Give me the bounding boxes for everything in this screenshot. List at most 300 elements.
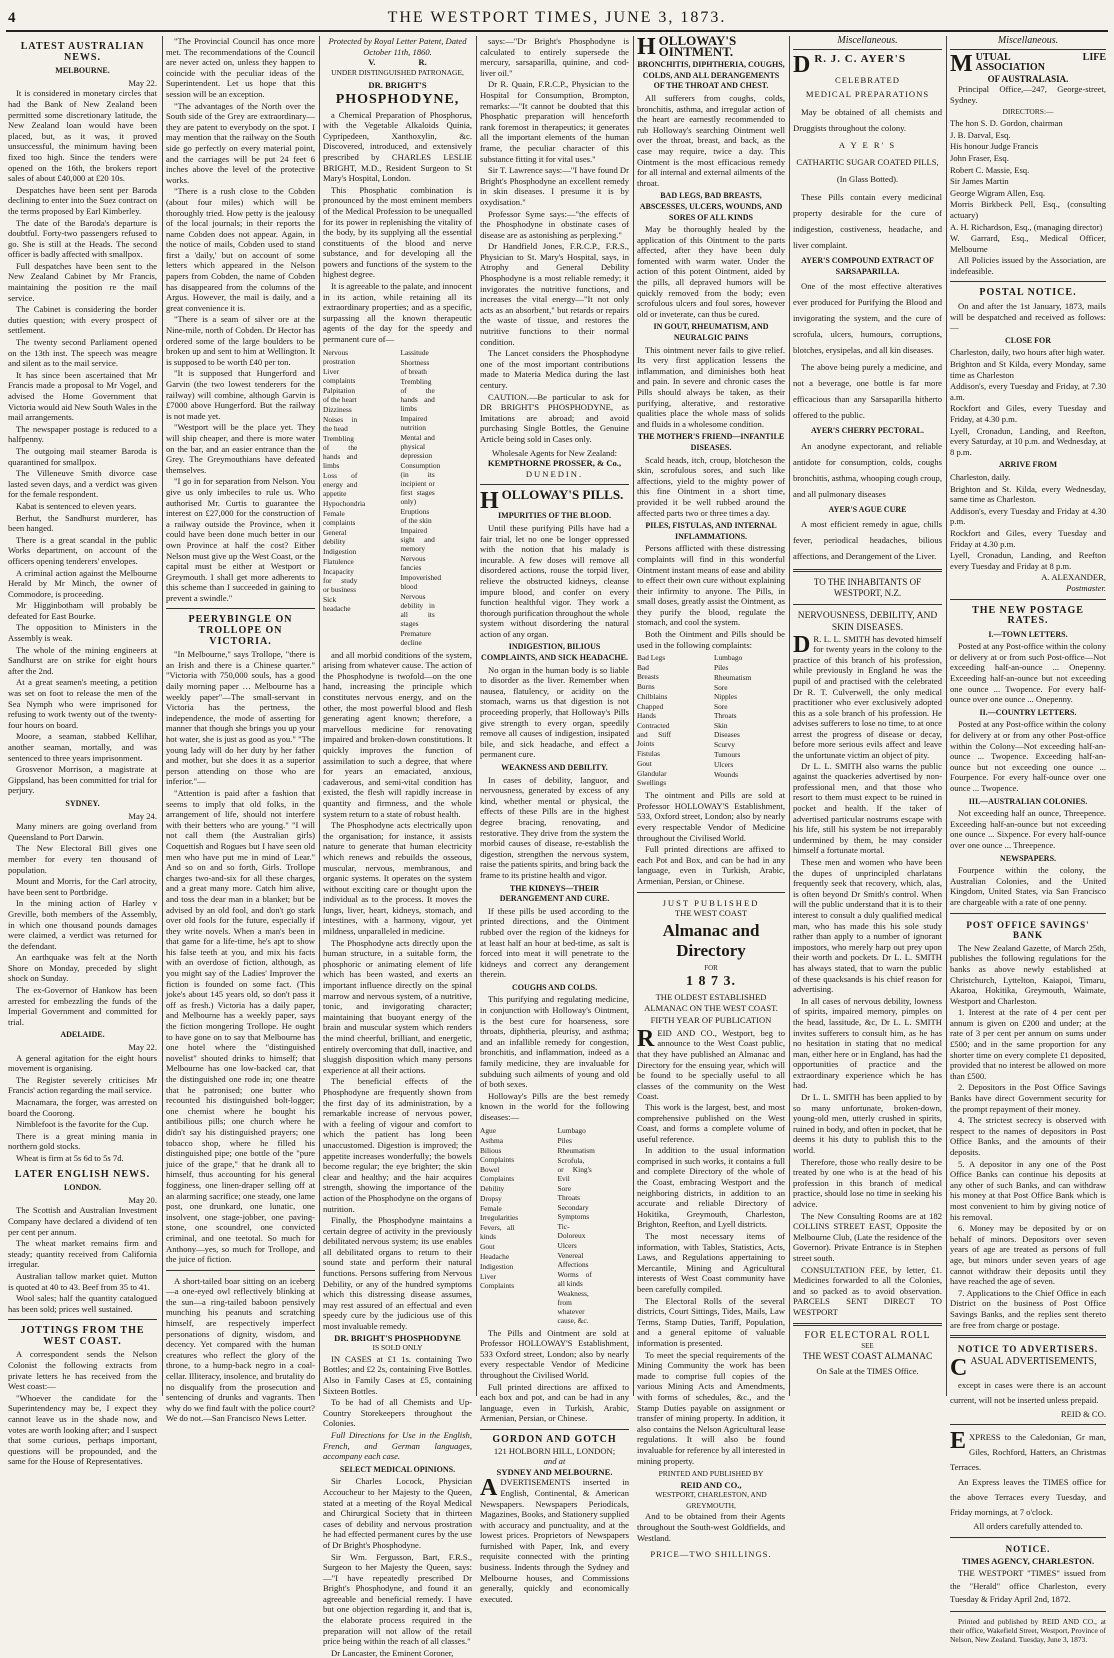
ad-paragraph: One of the most effective alteratives ever produced for Purifying the Blood and invigorating the system, and the cure of scrofula, ulcers, humours, corruptions, blotches, erysipelas, and all kin diseases.: [793, 281, 942, 356]
ad-paragraph: Dr L. L. SMITH also warns the public against the quackeries advertised by non-professional men, and that those who resort to them must expect to be ruined in pocket and health. If the taker of advertised particular nostrums escape with his life, still his system be not irreparably undermined by them, he may consider himself a fortunate mortal.: [793, 760, 942, 856]
conditions-right: [400, 347, 472, 648]
list-item: Debility: [480, 1183, 505, 1193]
list-item: Fevers, all kinds: [480, 1222, 515, 1241]
ad-paragraph: To meet the special requirements of the Mining Community the work has been made to comprise full copies of the various Mining Acts and Amendments, with forms of schedules, &c., and the Stamp Duties payable on assignment or transfer of mining property. In addition, it also contains the Nelson Agricultural lease regulations. It will also be found invaluable for reference by all interested in mining property.: [637, 1349, 785, 1466]
list-item: Secondary Symptoms: [557, 1202, 590, 1221]
list-item: Nervous prostration: [323, 347, 356, 366]
ad-subtitle: IN GOUT, RHEUMATISM, AND NEURALGIC PAINS: [653, 322, 769, 343]
vr-crest: V. R.: [368, 57, 427, 68]
ad-title: TIMES AGENCY, CHARLESTON.: [961, 1556, 1095, 1567]
ad-address: 121 HOLBORN HILL, LONDON;: [493, 1445, 616, 1456]
list-item: George Wigram Allen, Esq.: [950, 187, 1046, 198]
list-item: His honour Judge Francis: [950, 141, 1039, 152]
list-item: Lassitude: [400, 347, 429, 357]
section-heading: POSTAL NOTICE.: [979, 287, 1077, 299]
news-paragraph: The Villeneuve Smith divorce case lasted seven days, and a verdict was given for the female respondent.: [8, 468, 157, 500]
ad-paragraph: An Express leaves the TIMES office for the above Terraces every Tuesday, and Friday mornings, at 7 o'clock.: [950, 1477, 1106, 1518]
ad-subtitle: PRINTED AND PUBLISHED BY: [658, 1469, 764, 1479]
list-item: Premature decline: [400, 628, 431, 647]
ad-paragraph: In addition to the usual information comprised in such works, it contains a full and complete Directory of the whole of the Coast, embracing Westport and the neighboring districts, in addition to an accurate and reliable Directory of Hokitika, Greymouth, Charleston, Brighton, Reefton, and Lyell districts.: [637, 1145, 785, 1230]
ad-paragraph: Therefore, those who really desire to be treated by one who is at the head of his profession in this branch of medical practice, should lose no time in seeking his advice.: [793, 1156, 942, 1209]
ad-paragraph: The Electoral Rolls of the several districts, Court Sittings, Tides, Mails, Law Terms, Stamp Duties, Tariff, Population, and a general epitome of valuable information is presented.: [637, 1295, 785, 1348]
list-item: Rheumatism: [557, 1145, 595, 1155]
list-item: Lyell, Cronadun, Landing, and Reefton every Tuesday and Friday at 8 p.m.: [950, 550, 1106, 571]
drop-cap: E: [950, 1428, 967, 1455]
list-item: Chapped Hands: [637, 702, 664, 721]
list-item: Palpitation of the heart: [323, 385, 357, 404]
ad-title: FOR ELECTORAL ROLL: [804, 1329, 931, 1341]
list-item: Ulcers: [713, 760, 734, 770]
news-paragraph: It has since been ascertained that Mr Francis made a proposal to Mr Vogel, and advised the Home Government that Victoria would aid New South Wales in the mail arrangements.: [8, 369, 157, 423]
ad-subtitle: IMPURITIES OF THE BLOOD.: [498, 511, 611, 521]
list-item: Morris Birkbeck Pell, Esq., (consulting actuary): [950, 199, 1106, 220]
savings-regulations: [950, 1007, 1106, 1330]
ad-paragraph: If these pills be used according to the printed directions, and the Ointment rubbed over the region of the kidneys for at least half an hour at bed-time, as salt is forced into meat it will penetrate to the kidneys and correct any derangement therein.: [480, 905, 629, 980]
ad-paragraph: Sir Wm. Fergusson, Bart, F.R.S., Surgeon to her Majesty the Queen, says:—"I have repeatedly prescribed Dr Bright's Phosphodyne, and found it an agreeable and beneficial remedy. I have but one objection regarding it, and that is, the elaborate process required in the preparation will not allow of the retail price being within the reach of all classes.": [323, 1551, 472, 1647]
agents-city: DUNEDIN.: [525, 468, 584, 479]
ad-paragraph: says:—"Dr Bright's Phosphodyne is calculated to entirely supersede the mercury, sarsaparilla, quinine, and cod-liver oil.": [480, 36, 629, 78]
ad-subtitle: OF AUSTRALASIA.: [987, 73, 1069, 84]
adelaide-news: [8, 1053, 157, 1164]
news-paragraph: There is a great mining mania in northern gold stocks.: [8, 1130, 157, 1152]
ad-title: PHOSPHODYNE,: [335, 91, 460, 107]
ad-subtitle: THE KIDNEYS—THEIR DERANGEMENT AND CURE.: [499, 883, 610, 904]
news-paragraph: "Whoever the candidate for the Superintendency may be, I expect they cannot leave us in the shade now, and votes are worth looking after; and I suspect that some curious, perhaps important, questions will be propounded, and the same for the House of Representatives.: [8, 1392, 157, 1467]
almanac-title: Almanac and Directory: [662, 920, 760, 960]
ad-paragraph: Posted at any Post-office within the colony or delivery at or from such Post-office—Not exceeding half-an-ounce ... Onepenny. Exceeding half-an-ounce but not exceeding one ounce ... Twopence. For every half-ounce over one ounce ... Onepenny.: [950, 641, 1106, 705]
column-4: [480, 36, 629, 1604]
ad-paragraph: It is agreeable to the palate, and innocent in its action, while retaining all its extraordinary properties; and as a specific, surpassing all the known therapeutic agents of the day for the speedy and permanent cure of—: [323, 281, 472, 345]
jottings-continued: [166, 36, 315, 603]
ad-paragraph: Not exceeding half an ounce, Threepence. Exceeding half-an-ounce but not exceeding one ounce ... Sixpence. For every half-ounce over one ounce ... Threepence.: [950, 808, 1106, 850]
ad-subtitle: REID AND CO.,: [680, 1479, 742, 1490]
list-item: Bad Legs: [637, 653, 666, 663]
ad-paragraph: Holloway's Pills are the best remedy known in the world for the following diseases:—: [480, 1090, 629, 1122]
signature: REID & CO.: [1060, 1408, 1106, 1419]
news-paragraph: The outgoing mail steamer Baroda is quarantined for smallpox.: [8, 445, 157, 467]
drop-cap: H: [637, 34, 656, 60]
column-rule: [946, 36, 947, 1396]
ad-address: and at: [543, 1456, 566, 1467]
city-heading: ADELAIDE.: [60, 1030, 105, 1040]
list-item: Lumbago: [557, 1125, 586, 1135]
ad-paragraph: a Chemical Preparation of Phosphorus, with the Vegetable Alkaloids Quinia, Cypripedeen, Xanthoxylin, &c. Discovered, introduced, and extensively prescribed by CHARLES LESLIE BRIGHT, M.D., Resident Surgeon to St Mary's Hospital, London.: [323, 109, 472, 184]
ad-subtitle: INDIGESTION, BILIOUS COMPLAINTS, AND SICK HEADACHE.: [481, 642, 628, 663]
column-rule: [789, 36, 790, 1396]
complaints-table: [637, 652, 785, 788]
list-item: Contracted and Stiff Joints: [637, 721, 672, 749]
ad-title: GORDON AND GOTCH: [492, 1433, 617, 1445]
ad-paragraph: Dr Handfield Jones, F.R.C.P., F.R.S., Physician to St. Mary's Hospital, says, in Atrophy and General Debility Phosphodyne is a most reliable remedy; it invigorates the nutritive functions, and increases the vital energy—"It not only acts as an absorbent," but retards or repairs the waste of tissue, and restores the nutritive functions to their normal condition.: [480, 241, 629, 347]
list-item: Loss of energy and appetite: [323, 470, 358, 498]
list-item: Sore Throats: [713, 702, 737, 721]
ad-paragraph: No organ in the human body is so liable to disorder as the liver. Remember when nausea, flatulency, or acidity on the stomach, warns us that digestion is not proceeding properly, that Holloway's Pills give strength to every organ, speedily remove all causes of indigestion, insipated bile, and sick headache, and effect a permanent cure.: [480, 664, 629, 760]
list-item: Skin Diseases: [713, 721, 740, 740]
list-item: Piles: [713, 663, 729, 673]
list-item: Charleston, daily.: [950, 471, 1011, 482]
ad-paragraph: Finally, the Phosphodyne maintains a certain degree of activity in the previously debilitated nervous system; its use enables all debilitated organs to return to their sound state and perform their natural functions. Persons suffering from Nervous Debility, or any of the hundred symptoms which this distressing disease assumes, may rest assured of an effectual and even speedy cure by the judicious use of this most invaluable remedy.: [323, 1215, 472, 1332]
news-paragraph: In the mining action of Harley v Greville, both members of the Assembly, in which one thousand pounds damages were claimed, a verdict was returned for the defendant.: [8, 898, 157, 951]
news-letter-article: [166, 1276, 315, 1424]
signature-title: Postmaster.: [1066, 582, 1106, 593]
list-item: Noises in the head: [323, 414, 358, 433]
section-heading: NOTICE.: [1005, 1543, 1051, 1554]
ad-title: THE WEST COAST ALMANAC: [802, 1351, 933, 1362]
ad-subtitle: I.—TOWN LETTERS.: [988, 629, 1068, 639]
patronage: UNDER DISTINGUISHED PATRONAGE,: [331, 67, 464, 77]
ad-subtitle: IS SOLD ONLY: [372, 1343, 423, 1353]
list-item: Rheumatism: [713, 673, 752, 683]
ad-paragraph: The New Zealand Gazette, of March 25th, publishes the following regulations for the banks as above newly established at Christchurch, Lyttelton, Kaiapoi, Timaru, Akaroa, Hokitika, Greymouth, Waimate, Westport and Charleston.: [950, 942, 1106, 1006]
column-3: [323, 36, 473, 1658]
page-number: 4: [8, 10, 16, 26]
list-item: Female complaints: [323, 508, 356, 527]
list-item: Glandular Swellings: [637, 769, 667, 788]
list-item: Impoverished blood: [400, 572, 442, 591]
ad-paragraph: Fourpence within the colony, the Australian Colonies, and the United Kingdom, United States, via San Francisco are chargeable with a rate of one penny.: [950, 865, 1106, 907]
section-heading: NOTICE TO ADVERTISERS.: [957, 1344, 1099, 1355]
ad-paragraph: The Pills and Ointment are sold at Professor HOLLOWAY'S Establishment, 533 Oxford street, London; also by nearly every respectable Vendor of Medicine throughout the Civilised World.: [480, 1327, 629, 1380]
list-item: Sick headache: [323, 594, 351, 613]
ad-subtitle: II.—COUNTRY LETTERS.: [979, 707, 1077, 717]
ad-paragraph: May be obtained of all chemists and Druggists throughout the colony.: [793, 106, 942, 133]
ad-paragraph: 2. Depositors in the Post Office Savings Banks have direct Government security for the prompt repayment of their money.: [950, 1082, 1106, 1114]
list-item: Indigestion: [480, 1261, 514, 1271]
list-item: Trembling of the hands and limbs: [323, 433, 358, 470]
almanac-year: 1 8 7 3.: [686, 974, 736, 990]
section-heading: POST OFFICE SAVINGS' BANK: [966, 919, 1090, 941]
ad-paragraph: 4. The strictest secrecy is observed with respect to the names of depositors in Post Office Banks, and the amounts of their deposits.: [950, 1115, 1106, 1157]
arrive-list: [950, 472, 1106, 571]
news-paragraph: Australian tallow market quiet. Mutton is quoted at 40 to 43. Beef from 35 to 41.: [8, 1270, 157, 1292]
conditions-table: [323, 347, 472, 648]
news-paragraph: The twenty second Parliament opened on the 13th inst. The speech was meagre and silent as to the mail service.: [8, 337, 157, 369]
ad-subtitle: PILES, FISTULAS, AND INTERNAL INFLAMMATIONS.: [645, 521, 777, 541]
agents-line: Wholesale Agents for New Zealand:: [491, 447, 618, 458]
ad-paragraph: This purifying and regulating medicine, in conjunction with Holloway's Ointment, is the best cure for hoarseness, sore throats, diphtheria, pleurisy, and asthma; and an infallible remedy for congestion, bronchitis, and inflammation, indeed as a family medicine, they are invaluable for subduing such ailments of young and old of both sexes.: [480, 994, 629, 1090]
news-paragraph: "Westport will be the place yet. They will ship cheaper, and there is more water on the bar, and an easier entrance than the Grey. The Greymouthians have defeated themselves.: [166, 422, 315, 475]
list-item: Indigestion: [323, 546, 357, 556]
directors-list: [950, 118, 1106, 254]
dateline: May 24.: [128, 810, 157, 821]
list-item: Gout: [480, 1241, 495, 1251]
ad-paragraph: These men and women who have been the dupes of unprincipled charlatans frequently seek that recovery, which, alas, is often beyond Dr Smith's control. When will the public understand that it is to their interest to consult a duly qualified medical man, who has made this his sole study rather than apply to a number of ignorant impostors, who merely harp out prey upon their worth and pockets. Dr L. L. SMITH has always stated, that to warn the public of these quacksands is his chief reason for advertising.: [793, 857, 942, 995]
ad-paragraph: Principal Office,—247, George-street, Sydney.: [950, 84, 1106, 105]
ad-subtitle: DR. BRIGHT'S PHOSPHODYNE: [334, 1332, 461, 1343]
news-paragraph: The newspaper postage is reduced to a halfpenny.: [8, 423, 157, 445]
list-item: Piles: [557, 1135, 572, 1145]
ad-subtitle: NEWSPAPERS.: [999, 853, 1057, 863]
news-paragraph: The wheat market remains firm and steady; quantity received from California irregular.: [8, 1238, 157, 1270]
list-item: Worms of all kinds: [557, 1269, 592, 1288]
news-paragraph: Wheat is firm at 5s 6d to 5s 7d.: [16, 1152, 124, 1163]
ad-subtitle: BRONCHITIS, DIPHTHERIA, COUGHS, COLDS, AND ALL DERANGEMENTS OF THE THROAT AND CHEST.: [637, 60, 785, 91]
news-paragraph: Moore, a seaman, stabbed Kellihar, another seaman, mortally, and was sentenced to three years imprisonment.: [8, 731, 157, 763]
ad-paragraph: To be had of all Chemists and Up-Country Storekeepers throughout the Colonies.: [323, 1397, 472, 1429]
ad-paragraph: An anodyne expectorant, and reliable antidote for consumption, colds, coughs bronchitis, asthma, whooping cough croup, and all pulmonary diseases: [793, 440, 942, 499]
ad-subtitle: (In Glass Botted).: [836, 174, 899, 185]
list-item: Liver Complaints: [480, 1271, 515, 1290]
ad-paragraph: Both the Ointment and Pills should be used in the following complaints:: [637, 629, 785, 650]
ad-paragraph: A most efficient remedy in ague, chills fever, periodical headaches, bilious affections, and Derangement of the Liver.: [793, 519, 942, 562]
news-paragraph: Kabat is sentenced to eleven years.: [16, 500, 137, 511]
diseases-right: [557, 1125, 629, 1326]
list-item: Mental and physical depression: [400, 432, 435, 460]
ad-paragraph: Professor Syme says:—"the effects of the Phosphodyne in obstinate cases of disease are as astonishing as perplexing.": [480, 208, 629, 240]
news-paragraph: Nimblefoot is the favorite for the Cup.: [16, 1119, 149, 1130]
list-item: Chilblains: [637, 692, 668, 702]
jottings-article: [8, 1349, 157, 1467]
ad-paragraph: All Policies issued by the Association, are indefeasible.: [950, 255, 1106, 276]
list-item: Trembling of the hands and limbs: [400, 376, 435, 413]
list-item: Impaired nutrition: [400, 413, 428, 432]
list-item: Gout: [637, 759, 652, 769]
news-paragraph: There is a great scandal in the public Works department, on account of the officers opening tenderers' envelopes.: [8, 534, 157, 566]
diseases-table: [480, 1125, 629, 1326]
list-item: John Fraser, Esq.: [950, 152, 1009, 163]
ad-subtitle: DIRECTORS:—: [1002, 106, 1054, 116]
ad-paragraph: The beneficial effects of the Phosphodyne are frequently shown from the first day of its administration, by a remarkable increase of nervous power, with a feeling of vigour and comfort to which the patient has long been unaccustomed. Digestion is improved; the appetite increases wonderfully; the bowels become regular; the eye brighter; the skin clear and healthy; and the hair acquires strength, showing the importance of the action of the Phosphodyne on the organs of nutrition.: [323, 1076, 473, 1214]
ad-title: NERVOUSNESS, DEBILITY, AND SKIN DISEASES.: [797, 610, 938, 633]
news-paragraph: A criminal action against the Melbourne Herald by Mr Minch, the owner of Commodore, is proceeding.: [8, 567, 157, 599]
news-paragraph: Many miners are going overland from Queensland to Port Darwin.: [8, 821, 157, 842]
ad-subtitle: SELECT MEDICAL OPINIONS.: [339, 1464, 456, 1474]
ad-subtitle: On Sale at the TIMES Office.: [816, 1366, 919, 1377]
news-paragraph: The Cabinet is considering the border duties question; with every prospect of settlement.: [8, 304, 157, 336]
ad-paragraph: The most necessary items of information, with Tables, Statistics, Acts, Laws, and Regulations appertaining to Mercantile, Mining and Agricultural interests of West Coast community have been carefully compiled.: [637, 1231, 785, 1294]
ad-subtitle: WEAKNESS AND DEBILITY.: [501, 763, 608, 772]
list-item: Bowel Complaints: [480, 1164, 515, 1183]
ad-paragraph: This work is the largest, best, and most comprehensive published on the West Coast, and forms a complete volume of useful reference.: [637, 1101, 785, 1144]
list-item: Tic-Doloreux: [557, 1221, 586, 1240]
list-item: Wounds: [713, 770, 739, 780]
ad-paragraph: Dr Lancaster, the Eminent Coroner,: [331, 1647, 454, 1658]
list-item: Asthma: [480, 1135, 503, 1145]
ad-paragraph: CONSULTATION FEE, by letter, £1. Medicines forwarded to all the Colonies, and so packed as to avoid observation. PARCELS SENT DIRECT TO WESTPORT: [793, 1264, 942, 1317]
signature: A. ALEXANDER,: [1041, 572, 1106, 583]
list-item: Scrofula, or King's Evil: [557, 1155, 592, 1183]
ad-subtitle: ARRIVE FROM: [999, 460, 1057, 470]
list-item: Eruptions of the skin: [400, 506, 432, 525]
section-heading: THE NEW POSTAGE RATES.: [972, 604, 1084, 627]
column-1: [8, 36, 157, 1467]
ad-paragraph: EID AND CO., Westport, beg to announce to the West Coast public, that they have published an Almanac and Directory for the ensuing year, which will be found to be specially useful to all classes of the community on the West Coast.: [637, 1027, 785, 1102]
news-paragraph: A general agitation for the eight hours movement is organising.: [8, 1052, 157, 1074]
ad-paragraph: These Pills contain every medicinal property desirable for the cure of indigestion, costiveness, headache, and liver complaint.: [793, 191, 942, 250]
ad-subtitle: THE OLDEST ESTABLISHED ALMANAC ON THE WEST COAST.: [644, 991, 778, 1013]
list-item: Rockfort and Giles, every Tuesday and Friday at 4.30 p.m.: [950, 527, 1106, 549]
ad-paragraph: The Phosphodyne acts electrically upon the organisation; for instance, it assists nature to generate that human electricity which renews and rebuilds the osseous, muscular, nervous, membranous, and organic systems. It operates on the system without exciting care or thought upon the individual as to the process. It moves the lungs, liver, heart, kidneys, stomach, and intestines, with a harmony, vigour, yet mildness, unparalleled in medicine.: [323, 820, 472, 937]
ad-subtitle: AYER'S COMPOUND EXTRACT OF SARSAPARILLA.: [801, 255, 934, 276]
ad-subtitle: CATHARTIC SUGAR COATED PILLS,: [796, 157, 939, 168]
ad-title: ASUAL ADVERTISEMENTS,: [970, 1355, 1097, 1367]
list-item: Venereal Affections: [557, 1250, 589, 1269]
ad-paragraph: On and after the 1st January, 1873, mails will be despatched and received as follows:—: [950, 301, 1106, 333]
list-item: Liver complaints: [323, 366, 356, 385]
news-paragraph: A short-tailed boar sitting on an iceberg—a one-eyed owl reflectively blinking at the sun—a ring-tailed baboon pensively munching his peanuts and scratching himself, are respectively imperfect personations of dignity, wisdom, and decency. Yet compared with the human creatures who reflect the glory of the throne, to a hump-back negro in a coal-cellar. Illiteracy, insolence, and brutality do no disqualify from the prosecution and sentencing of drunks and vagrants. Then why do we find fault with the police court? We do not.—San Francisco News Letter.: [166, 1275, 315, 1424]
ad-subtitle: JUST PUBLISHED: [662, 897, 760, 908]
news-paragraph: The ex-Governor of Hankow has been arrested for embezzling the funds of the Imperial Government and committed for trial.: [8, 985, 157, 1027]
list-item: J. B. Darval, Esq.: [950, 129, 1011, 140]
ad-subtitle: BAD LEGS, BAD BREASTS, ABSCESSES, ULCERS, WOUNDS, AND SORES OF ALL KINDS: [639, 191, 783, 222]
drop-cap: A: [480, 1475, 498, 1502]
ad-subtitle: AYER'S AGUE CURE: [828, 504, 907, 514]
ad-paragraph: This Phosphatic combination is pronounced by the most eminent members of the Medical Profession to be unequalled for its power in replenishing the vitality of the body, by its supplying all the essential constituents of the blood and nerve substance, and for developing all the powers and functions of the system to the highest degree.: [323, 184, 472, 280]
list-item: Consumption (in its incipient or first stages only): [400, 460, 441, 506]
news-paragraph: The opposition to Ministers in the Assembly is weak.: [8, 622, 157, 644]
agents-name: KEMPTHORNE PROSSER, & Co.,: [487, 458, 622, 469]
news-paragraph: "I go in for separation from Nelson. You give us only imbeciles to rule us. Who authorised Mr. Curtis to guarantee the interest on £27,000 for the construction of a railway outside the Province, when it could have been done much better in our own Province at half the cost? Either Nelson must give up the West Coast, or the capital must be either at Westport or Greymouth. I shall get more adherents to this scheme than I succeeded in gaining to prevent a swindle.": [166, 476, 315, 603]
ad-paragraph: The New Consulting Rooms are at 182 COLLINS STREET EAST, Opposite the Melbourne Club, (Late the residence of the Governor). Private Entrance is in Stephen street south.: [793, 1210, 942, 1263]
ad-paragraph: except in cases were there is an account current, will not be inserted unless prepaid.: [950, 1379, 1106, 1405]
list-item: Tumours: [713, 750, 741, 760]
ad-paragraph: IN CASES at £1 1s. containing Two Bottles; and £2 2s, containing Five Bottles. Also in Family Cases at £5, containing Sixteen Bottles.: [323, 1353, 472, 1396]
news-paragraph: The Register severely criticises Mr Francis' action regarding the mail service.: [8, 1074, 157, 1096]
newspaper-title: THE WESTPORT TIMES, JUNE 3, 1873.: [387, 9, 727, 26]
list-item: Incapacity for study or business: [323, 566, 358, 594]
news-paragraph: Mount and Morris, for the Carl atrocity, have been sent to Portbridge.: [8, 876, 157, 897]
news-paragraph: Mr Higginbotham will probably be defeated for East Bourke.: [8, 600, 157, 621]
ad-subtitle: COUGHS AND COLDS.: [511, 982, 598, 992]
list-item: Burns: [637, 682, 655, 692]
ad-subtitle: FOR: [704, 963, 718, 972]
sydney-news: [8, 821, 157, 1027]
ad-paragraph: 1. Interest at the rate of 4 per cent per annum is given on £200 and under; at the rate of 3 per cent per annum on sums under £500; and in the same proportion for any shorter time on every complete £1 deposited, provided that no interest be allowed on more than £500.: [950, 1007, 1106, 1081]
list-item: Robert C. Massie, Esq.: [950, 164, 1030, 175]
news-paragraph: Macnamara, the forger, was arrested on board the Coorong.: [8, 1097, 157, 1118]
ad-address: SYDNEY AND MELBOURNE.: [496, 1466, 613, 1477]
conditions-left: [323, 347, 395, 648]
column-rule: [476, 36, 477, 1396]
close-list: [950, 347, 1106, 457]
news-paragraph: It is considered in monetary circles that had the Bank of New Zealand been permitted some discretionary latitude, the New Zealand loan would have been placed, but, as it was, it proved unsuccessful, the minimum having been fixed too high. Since the tenders were opened on the 16th, the brokers report sales of about £40,000 at £20 10s.: [8, 88, 157, 184]
list-item: Lyell, Cronadun, Landing, and Reefton, every Saturday, at 10 p.m. and Wednesday, at 8 p.m.: [950, 425, 1106, 457]
list-item: Sore Nipples: [713, 683, 737, 702]
city-heading: SYDNEY.: [65, 798, 100, 808]
ad-paragraph: Full Directions for Use in the English, French, and German languages, accompany each case.: [323, 1429, 472, 1462]
price-line: PRICE—TWO SHILLINGS.: [650, 1549, 772, 1560]
ad-paragraph: and all morbid conditions of the system, arising from whatever cause. The action of the Phosphodyne is twofold—on the one hand, increasing the principle which constitutes nervous energy, and on the other, the most powerful blood and flesh generating agent known; therefore, a marvellous medicine for renovating impaired and broken-down constitutions. It quickly improves the function of assimilation to such a degree, that where for years an emaciated, anxious, cadaverous, and semi-vital condition has existed, the flesh will rapidly increase in quantity and firmness, and the whole system return to a state of robust health.: [323, 649, 472, 819]
ad-paragraph: Sir T. Lawrence says:—"I have found Dr Bright's Phosphodyne an excellent remedy in skin diseases. I presume it is by oxydisation.": [480, 165, 629, 207]
ad-paragraph: Scald heads, itch, croup, blotcheson the skin, scrofulous sores, and such like affections, yield to the mighty power of this fine Ointment in a short time, provided it be well rubbed around the affected parts two or three times a day.: [637, 454, 785, 518]
melbourne-news: [8, 88, 157, 796]
list-item: Bilious Complaints: [480, 1145, 515, 1164]
list-item: Nervous fancies: [400, 553, 426, 572]
news-paragraph: At a great seamen's meeting, a petition was set on foot to release the men of the Sea Nymph who were imprisoned for refusing to work twenty out of the twenty-four hours on board.: [8, 677, 157, 730]
ad-paragraph: 6. Money may be deposited by or on behalf of minors. Depositors over seven years of age are treated as persons of full age, but minors under seven years of age cannot withdraw their deposits until they have reached the age of seven.: [950, 1223, 1106, 1287]
diseases-left: [480, 1125, 552, 1326]
list-item: Addison's, every Tuesday and Friday at 4.30 p.m.: [950, 505, 1106, 527]
ad-title: TO THE INHABITANTS OF WESTPORT, N.Z.: [813, 577, 922, 598]
list-item: Ulcers: [557, 1240, 577, 1250]
drop-cap: C: [950, 1354, 968, 1381]
ad-paragraph: R. L. L. SMITH has devoted himself for twenty years in the colony to the practice of this branch of his profession, while previously in England he was the pupil of and practised with the celebrated Dr R. T. Culverwell, the only medical practitioner who ever exclusively adopted this as a sole branch of his profession. He advises sufferers to lose no time, to at once arrest the progress of disease or decay, before more serious evils affect and leave the unfortunate victim an object of pity.: [793, 633, 942, 761]
column-5: [637, 33, 785, 1560]
news-paragraph: The New Electoral Bill gives one member for every ten thousand of population.: [8, 843, 157, 875]
list-item: Nervous debility in all its stages: [400, 591, 435, 628]
drop-cap: D: [793, 51, 812, 78]
column-rule: [162, 36, 163, 1396]
ad-paragraph: Full printed directions are affixed to each Pot and Box, and can be had in any language, even in Turkish, Arabic, Armenian, Persian, or Chinese.: [637, 844, 785, 886]
list-item: Sir James Martin: [950, 176, 1009, 187]
ad-title: UTUAL LIFE ASSOCIATION: [975, 51, 1106, 74]
section-heading: Miscellaneous.: [950, 36, 1106, 50]
section-heading: Miscellaneous.: [793, 36, 942, 50]
list-item: Flatulence: [323, 556, 354, 566]
section-heading: LATER ENGLISH NEWS.: [14, 1168, 151, 1180]
section-heading: JOTTINGS FROM THE WEST COAST.: [20, 1325, 145, 1347]
ad-subtitle: A Y E R' S: [838, 139, 897, 150]
ad-subtitle: CELEBRATED: [835, 74, 900, 85]
london-news: [8, 1205, 157, 1314]
column-rule: [633, 36, 634, 1396]
news-paragraph: An earthquake was felt at the North Shore on Monday, preceded by slight shock on Sunday.: [8, 952, 157, 984]
ad-subtitle: AYER'S CHERRY PECTORAL.: [811, 426, 924, 436]
list-item: Scurvy: [713, 740, 735, 750]
drop-cap: D: [793, 631, 811, 658]
news-paragraph: Full despatches have been sent to the New Zealand Cabinet by Mr Francis, maintaining the position re the mail service.: [8, 260, 157, 303]
list-item: Bad Breasts: [637, 663, 659, 682]
news-paragraph: The whole of the mining engineers at Sandhurst are on strike for eight hours after the 2nd.: [8, 644, 157, 676]
ad-paragraph: DVERTISEMENTS inserted in English, Continental, & American Newspapers. Newspapers Periodicals, Magazines, Books, and Stationery supplied with accuracy and punctuality, and at the lowest prices. Proprietors of Newspapers furnished with Paper, Ink, and every requisite connected with the printing business. Indents through the Sydney and Melbourne houses, and Commissions generally, quickly and economically executed.: [480, 1477, 629, 1604]
drop-cap: H: [480, 488, 499, 515]
ad-paragraph: Dr L. L. SMITH has been applied to by so many unfortunate, broken-down, young-old men, utterly crushed in spirits, ruined in body, and often in pocket, that he deems it his duty to publish this to the world.: [793, 1092, 942, 1156]
list-item: Sore Throats: [557, 1183, 581, 1202]
list-item: A. H. Richardson, Esq., (managing director): [950, 221, 1103, 232]
list-item: Ague: [480, 1125, 497, 1135]
drop-cap: M: [950, 50, 973, 77]
masthead: [6, 8, 1108, 32]
ad-subtitle: CLOSE FOR: [1004, 335, 1051, 345]
news-paragraph: Grosvenor Morrison, a magistrate at Gippsland, has been committed for trial for perjury.: [8, 764, 157, 796]
ad-paragraph: Posted at any Post-office within the colony for delivery at or from any other Post-office within the Colony—Not exceeding half-an-ounce ... Twopence. Exceeding half-an-ounce but not exceeding one ounce ... Fourpence. For every half-ounce over one ounce ... Twopence.: [950, 719, 1106, 793]
ad-subtitle: WESTPORT, CHARLESTON, AND GREYMOUTH,: [655, 1490, 767, 1510]
ad-subtitle: FIFTH YEAR OF PUBLICATION: [650, 1015, 772, 1026]
list-item: Charleston, daily, two hours after high water.: [950, 347, 1105, 358]
news-paragraph: "The advantages of the North over the South side of the Grey are extraordinary—they are patent to everybody on the spot. I may mention that the railway on the South side go perfectly on every material point, and the carriages will be put 24 feet 6 inches above the level of the protective works.: [166, 100, 315, 185]
dateline: May 22.: [128, 77, 157, 88]
list-item: Brighton and St. Kilda, every Wednesday, same time as Charleston.: [950, 483, 1106, 505]
column-rule: [319, 36, 320, 1396]
ad-title: R. J. C. AYER'S: [814, 52, 906, 65]
list-item: Weakness, from whatever cause, &c.: [557, 1288, 589, 1325]
column-6: [793, 36, 942, 1396]
list-item: Impaired sight and memory: [400, 525, 435, 553]
ad-subtitle: THE WEST COAST: [674, 908, 748, 919]
list-item: Dropsy: [480, 1193, 502, 1203]
list-item: Lumbago: [713, 653, 743, 663]
column-2: [166, 36, 315, 1424]
news-paragraph: Berhut, the Sandhurst murderer, has been hanged.: [8, 512, 157, 534]
news-paragraph: Wool sales; half the quantity catalogued has been sold; prices well sustained.: [8, 1293, 157, 1314]
news-paragraph: The Scottish and Australian Investment Company have declared a dividend of ten per cent per annum.: [8, 1205, 157, 1237]
ad-paragraph: And to be obtained from their Agents throughout the South-west Goldfields, and Westland.: [637, 1511, 785, 1543]
drop-cap: R: [637, 1025, 655, 1052]
news-paragraph: "Attention is paid after a fashion that seems to imply that old folks, in the arrangement of life, should not interfere with their betters who are young." "I will not call them (the Australian girls) Coquettish and Rogues but I have seen old men who have put me in mind of Lear." And so on and so forth, Girls. Trollope charges two-and-six for all these charges, and a great many more. Catch him alive, and toss the dear man in a blanket; but be advised by an old fool, and don't go stark over old fools for the future, especially if they write novels. When a man's been in that game for a life-time, he's apt to show his false teeth at you, and mix his facts with an overdose of fiction, although, as you might say of the Ladies' Improver the fiction is founded on some fact. (This joke's about 145 years old, so don't pass it off as fresh.) Victoria has a daily paper, and Melbourne has a weekly paper, says the fiction mongering Trollope. He ought to have gone on to say that Melbourne has one hotel where the "distinguished novelist" shouted drinks to himself; that Melbourne has one low-backed car, that the distinguished one rode in; one theatre that he patronised; one butter who recounted his distinguished bolt-logger; one chemist where he bought his antibilious pills; one church where he didn't say his distinguished prayers; one tobacco shop, where he filled his distinguished pipe; one bottle of the "pure juice of the grape," that he drank all to himself, thus accounting for his general fogginess, one linen-draper selling off at an alarming sacrifice; one steady, one lame post, one drunkard, one lunatic, one insolvent, one stage-jobber, one paving-stone, one scoundrel, one convicted criminal, and one teetotal. So much for Anthony—yes, so much for Trollope, and the juice of fiction.: [166, 787, 315, 1265]
column-7: [950, 35, 1106, 1645]
list-item: Addison's, every Tuesday and Friday, at 7.30 a.m.: [950, 381, 1106, 402]
list-item: Shortness of breath: [400, 357, 430, 376]
dateline: May 22.: [128, 1042, 157, 1053]
ad-paragraph: The ointment and Pills are sold at Professor HOLLOWAY'S Establishment, 533, Oxford street, London; also by nearly every respectable Vendor of Medicine throughout the Civilised World.: [637, 790, 785, 843]
ad-title: OLLOWAY'S OINTMENT.: [658, 33, 737, 59]
list-item: Brighton and St Kilda, every Monday, same time as Charleston: [950, 359, 1106, 380]
list-item: Fistulas: [637, 749, 660, 759]
news-paragraph: "The Provincial Council has once more met. The recommendations of the Council are never acted on, unless they happen to coincide with the peculiar ideas of the Superintendent. Let us hope that this session will be an exception.: [166, 36, 315, 99]
imprint: Printed and published by REID AND CO., at their office, Wakefield Street, Westport, Province of Nelson, New Zealand. Tuesday, June 3, 1873.: [950, 1617, 1106, 1645]
news-paragraph: "In Melbourne," says Trollope, "there is an Irish and there is a Chinese quarter." "Victoria with 750,000 souls, has a good daily morning paper … Melbourne has a weekly paper"—The small-servant in Victoria has the pertness, the independence, the mode of asserting for manner that though she brings you up your hot water, she is just as good as you." "The young lady will do her duty by her father and mother, but she does it as a superior person attending on those who are inferior."—: [166, 649, 315, 787]
ad-paragraph: May be thoroughly healed by the application of this Ointment to the parts affected, after they have been duly fomented with warm water. Under the action of this potent Ointment, aided by the pills, all depraved humors will be quickly removed from the body; even scrofulous ulcers and foul sores, however old or inveterate, can thus be cured.: [637, 224, 785, 319]
